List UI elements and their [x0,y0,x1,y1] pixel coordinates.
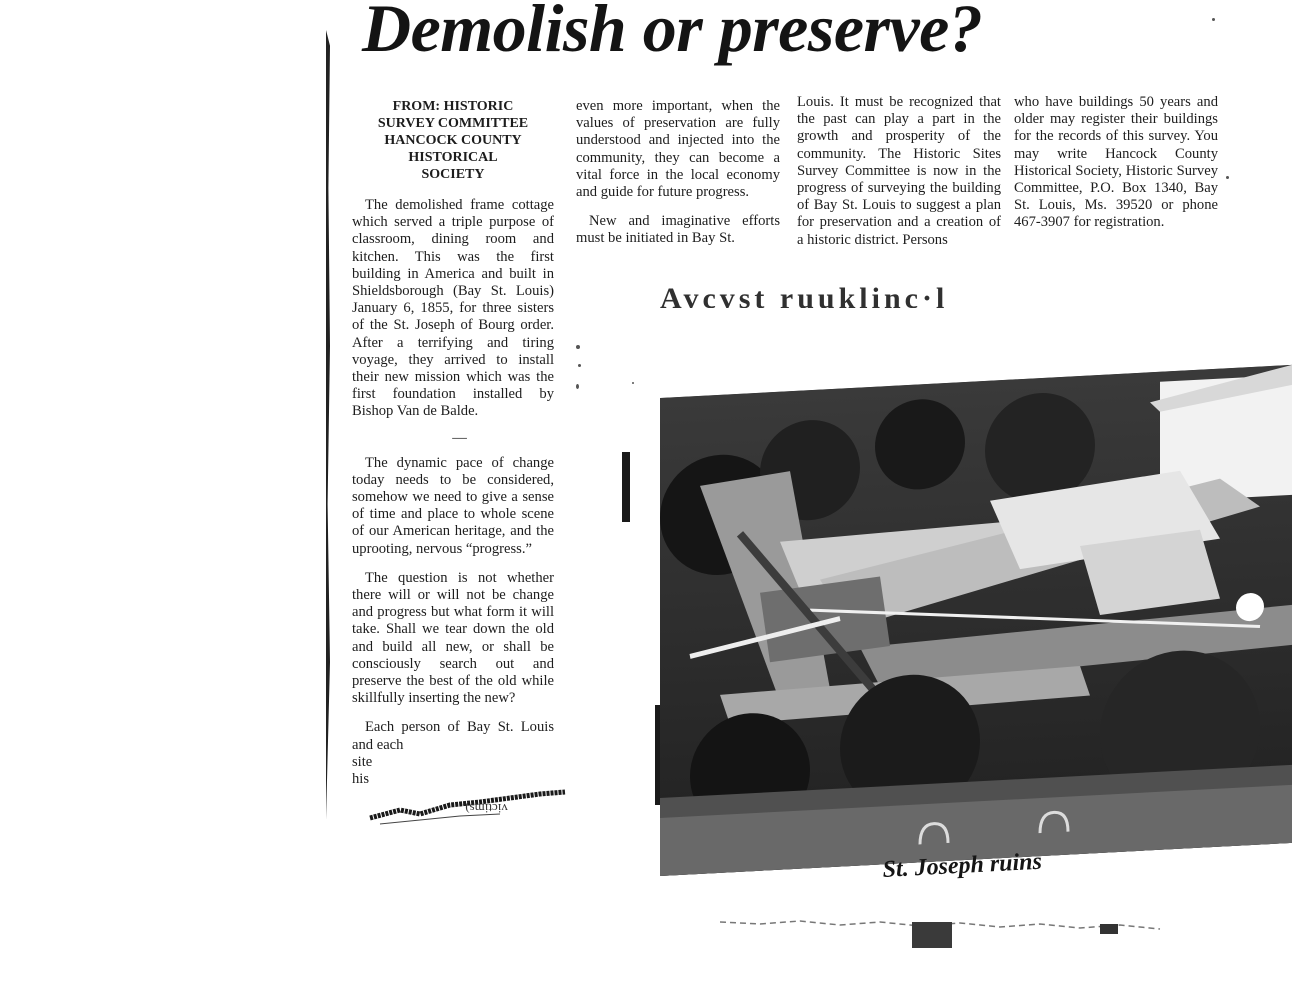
paragraph: who have buildings 50 years and older may register their buildings for the records of this survey. You may write Hancock County Historical Society, Historic Survey Committee, P.O. Box 1340, Bay St. Louis, Ms. 39520 or phone 467-3907 for registration. [1014,94,1218,231]
clipping-edge [326,30,330,820]
scan-speck [578,364,581,367]
scan-speck [1212,18,1215,21]
article-column-2 [576,98,780,260]
inverted-text-fragment: victims). [462,801,508,816]
byline-line: HISTORICAL [408,150,498,165]
torn-bottom-strip [720,912,1180,952]
section-divider: — [452,429,467,446]
byline [352,98,554,183]
paragraph: New and imaginative efforts must be initiated in Bay St. [576,213,780,247]
photo-caption: St. Joseph ruins [881,848,1043,883]
paragraph: The question is not whether there will or will not be change and progress but what form it will take. Shall we tear down the old and build all new, or shall be consciously search out and preserve the best of the old while skillfully inserting the new? [352,569,554,707]
byline-line: HANCOCK COUNTY [384,133,522,148]
article-column-3 [797,94,1001,261]
ruins-photo [660,365,1292,876]
article-headline: Demolish or preserve? [362,0,983,66]
photo-edge-mark [622,452,630,522]
scan-speck [1226,176,1229,179]
byline-line: FROM: HISTORIC [392,99,514,114]
paragraph: The demolished frame cottage which served a triple purpose of classroom, dining room and kitchen. This was the first building in America and built in Shieldsborough (Bay St. Louis) January 6, 1855, for three sisters of the St. Joseph of Bourg order. After a terrifying and tiring voyage, they arrived to install their new mission which was the first foundation installed by Bishop Van de Balde. [352,197,554,420]
adjacent-headline-fragment [660,272,1040,308]
adjacent-headline-text: Avcvst ruuklinc·l [660,282,949,308]
ruins-photo-image [660,365,1292,876]
paragraph: Each person of Bay St. Louis and each [352,719,554,753]
paragraph: even more important, when the values of preservation are fully understood and injected into the community, they can become a vital force in the local economy and guide for future progress. [576,98,780,201]
paragraph: The dynamic pace of change today needs to be considered, somehow we need to give a sense of time and place to whole scene of our American heritage, and the uprooting, nervous “progress.” [352,454,554,557]
byline-line: SOCIETY [421,167,485,182]
paragraph-fragment: site [352,753,373,770]
scan-speck [576,345,580,349]
article-column-4 [1014,94,1218,244]
scan-speck [576,384,579,389]
article-column-1 [352,98,554,788]
scan-speck [632,382,634,384]
paragraph-fragment: his [352,771,370,788]
byline-line: SURVEY COMMITTEE [377,116,529,131]
paragraph: Louis. It must be recognized that the past can play a part in the growth and prosperity of the community. The Historic Sites Survey Committee is now in the progress of surveying the building of Bay St. Louis to suggest a plan for preservation and a creation of a historic district. Persons [797,94,1001,248]
